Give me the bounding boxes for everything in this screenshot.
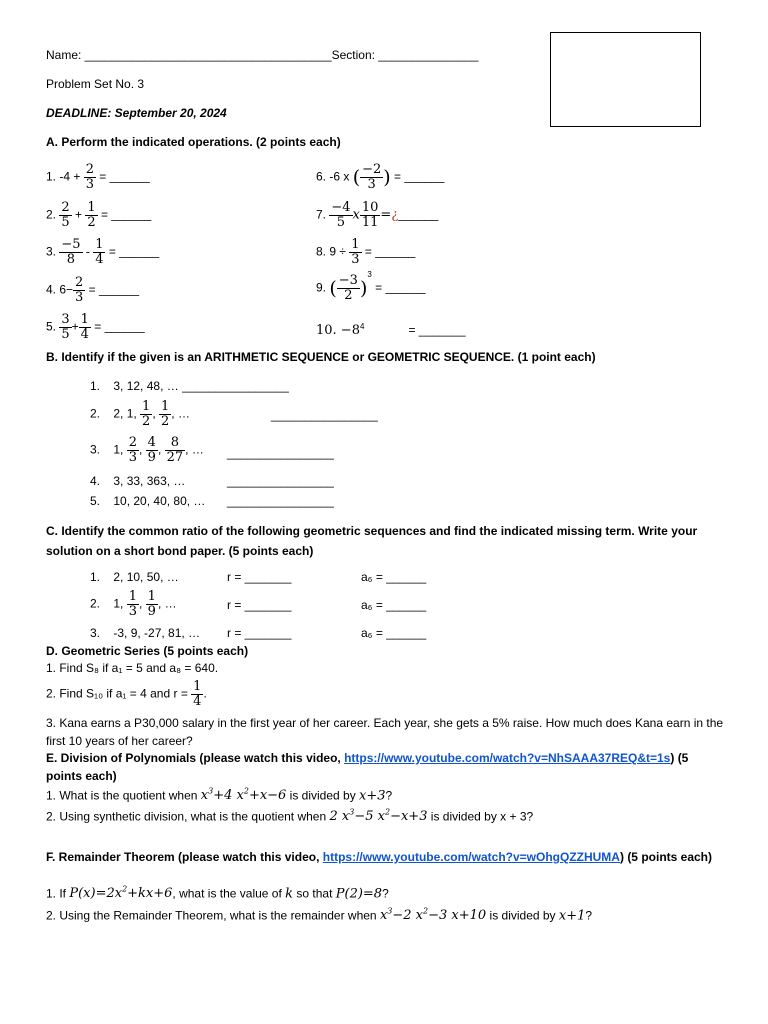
d-q1: 1. Find S₈ if a₁ = 5 and a₈ = 640. bbox=[46, 661, 219, 675]
c-item-2: 2. 1, $\frac{1}{3}$ , $\frac{1}{9}$ , … bbox=[90, 589, 177, 619]
a-q7: 7. $\frac{-4}{5}$ x $\frac{10}{11}$ =¿______ bbox=[316, 200, 439, 230]
section-f-title: F. Remainder Theorem (please watch this video, https://www.youtube.com/watch?v=wOhgQZZHUMA) (5 points each) bbox=[46, 850, 712, 864]
deadline: DEADLINE: September 20, 2024 bbox=[46, 106, 227, 120]
section-d-title: D. Geometric Series (5 points each) bbox=[46, 644, 249, 658]
b-item-1: 1. 3, 12, 48, … ________________ bbox=[90, 379, 289, 393]
c-item-1: 1. 2, 10, 50, … bbox=[90, 570, 179, 584]
b-blank-5: ________________ bbox=[227, 494, 334, 508]
name-section-line: Name: _____________________________________Section: _______________ bbox=[46, 48, 479, 62]
b-blank-3: ________________ bbox=[227, 446, 334, 460]
c-a-3: a₆ = ______ bbox=[361, 626, 427, 640]
f-q2: 2. Using the Remainder Theorem, what is the remainder when $x^3-2$ $x^2-3$ x+10 is divided by x+1? bbox=[46, 907, 593, 924]
b-item-3: 3. 1, $\frac{2}{3}$ , $\frac{4}{9}$ , $\frac{8}{27}$ , … bbox=[90, 435, 204, 465]
c-r-1: r = _______ bbox=[227, 570, 292, 584]
e-q1: 1. What is the quotient when $x^3+4$ $x^2+x-6$ is divided by x+3? bbox=[46, 787, 393, 804]
problem-set-title: Problem Set No. 3 bbox=[46, 77, 145, 91]
score-box bbox=[550, 32, 701, 127]
c-a-1: a₆ = ______ bbox=[361, 570, 427, 584]
d-q3: 3. Kana earns a P30,000 salary in the first year of her career. Each year, she gets a 5% raise. How much does Kana earn in the first 10 years of her career? bbox=[46, 716, 724, 748]
c-item-3: 3. -3, 9, -27, 81, … bbox=[90, 626, 201, 640]
b-blank-4: ________________ bbox=[227, 474, 334, 488]
e-q2: 2. Using synthetic division, what is the quotient when 2 $x^3-5$ $x^2-x+3$ is divided by x + 3? bbox=[46, 808, 534, 825]
e-video-link[interactable]: https://www.youtube.com/watch?v=NhSAAA37REQ&t=1s bbox=[344, 751, 671, 765]
a-q2: 2. $\frac{2}{5}$ + $\frac{1}{2}$ = ______ bbox=[46, 200, 152, 230]
b-item-5: 5. 10, 20, 40, 80, … bbox=[90, 494, 206, 508]
a-q9: 9. ( $\frac{-3}{2}$ )$^3$ = ______ bbox=[316, 269, 426, 303]
b-blank-2: ________________ bbox=[271, 408, 378, 422]
c-r-3: r = _______ bbox=[227, 626, 292, 640]
section-b-title: B. Identify if the given is an ARITHMETIC SEQUENCE or GEOMETRIC SEQUENCE. (1 point each) bbox=[46, 350, 596, 364]
a-q3: 3. $\frac{-5}{8}$ - $\frac{1}{4}$ = ______ bbox=[46, 237, 160, 267]
a-q6: 6. -6 x ( $\frac{-2}{3}$ ) = ______ bbox=[316, 162, 445, 192]
a-q4: 4. 6− $\frac{2}{3}$ = ______ bbox=[46, 275, 140, 305]
section-a-title: A. Perform the indicated operations. (2 points each) bbox=[46, 135, 341, 149]
b-item-4: 4. 3, 33, 363, … bbox=[90, 474, 186, 488]
section-e-title: E. Division of Polynomials (please watch this video, https://www.youtube.com/watch?v=NhSAAA37REQ&t=1s) (5 points each) bbox=[46, 751, 689, 783]
a-q8: 8. 9 ÷ $\frac{1}{3}$ = ______ bbox=[316, 237, 416, 267]
a-q1: 1. -4 + $\frac{2}{3}$ = ______ bbox=[46, 162, 150, 192]
a-q5: 5. $\frac{3}{5}$ + $\frac{1}{4}$ = ______ bbox=[46, 312, 145, 342]
d-q2: 2. Find S₁₀ if a₁ = 4 and r = $\frac{1}{4}$ . bbox=[46, 679, 207, 709]
c-r-2: r = _______ bbox=[227, 598, 292, 612]
f-video-link[interactable]: https://www.youtube.com/watch?v=wOhgQZZHUMA bbox=[322, 850, 620, 864]
section-c-title: C. Identify the common ratio of the following geometric sequences and find the indicated missing term. Write your solution on a short bond paper. (5 points each) bbox=[46, 524, 698, 558]
f-q1: 1. If $P(x)=2x^2+kx+6$, what is the value of k so that P(2)=8? bbox=[46, 885, 389, 902]
c-a-2: a₆ = ______ bbox=[361, 598, 427, 612]
a-q10: 10. $-8^4$ = _______ bbox=[316, 322, 466, 338]
b-item-2: 2. 2, 1, $\frac{1}{2}$ , $\frac{1}{2}$ , … bbox=[90, 399, 190, 429]
